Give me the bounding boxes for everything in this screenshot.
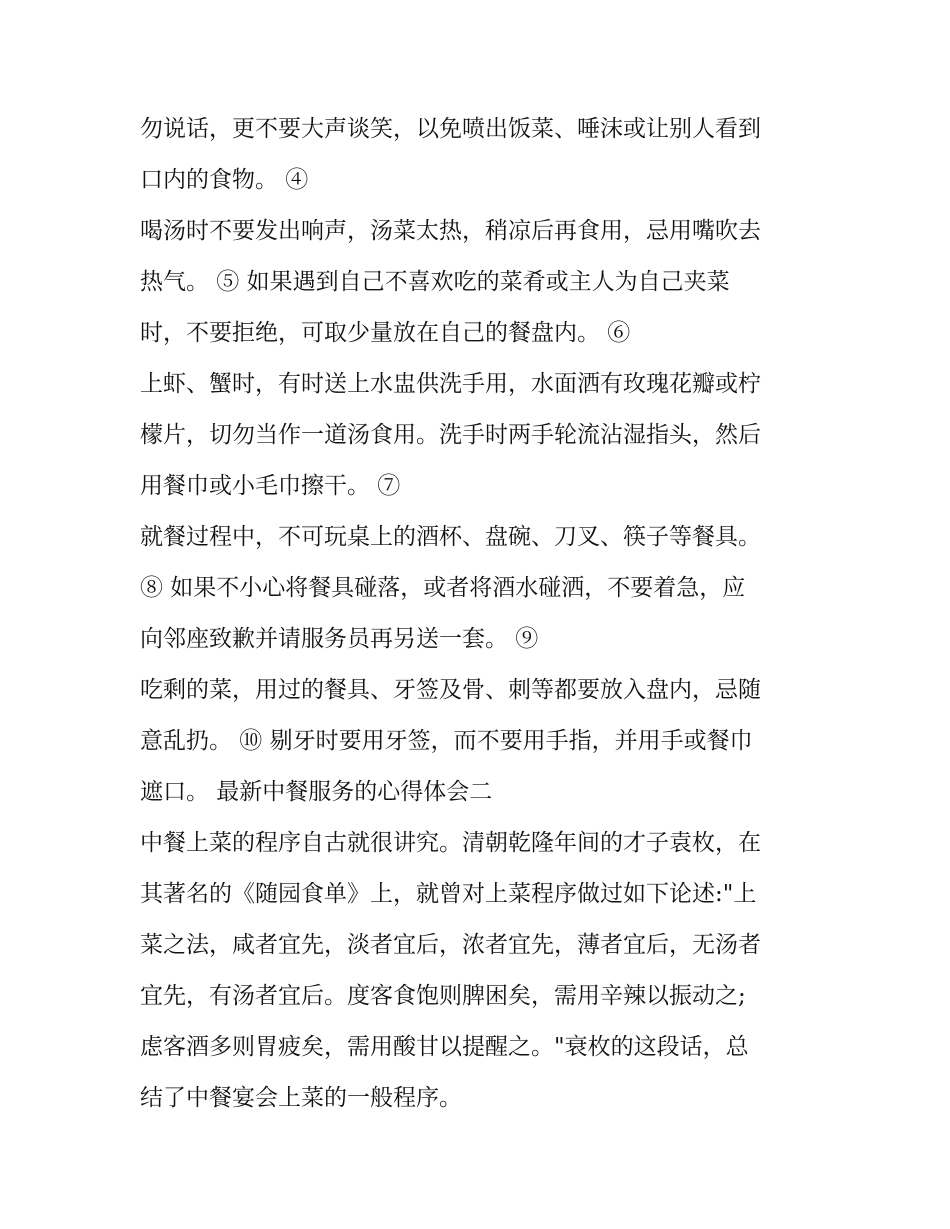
- text-line: 就餐过程中，不可玩桌上的酒杯、盘碗、刀叉、筷子等餐具。: [140, 524, 761, 550]
- text-line: 时，不要拒绝，可取少量放在自己的餐盘内。 ⑥: [140, 320, 631, 346]
- text-line: 宜先，有汤者宜后。度客食饱则脾困矣，需用辛辣以振动之;: [140, 983, 746, 1009]
- text-line: 结了中餐宴会上菜的一般程序。: [140, 1085, 462, 1111]
- text-line: 檬片，切勿当作一道汤食用。洗手时两手轮流沾湿指头，然后: [140, 422, 761, 448]
- text-line: 上虾、蟹时，有时送上水盅供洗手用，水面洒有玫瑰花瓣或柠: [140, 371, 761, 397]
- text-line: 喝汤时不要发出响声，汤菜太热，稍凉后再食用，忌用嘴吹去: [140, 218, 761, 244]
- text-line: 意乱扔。 ⑩ 剔牙时要用牙签，而不要用手指，并用手或餐巾: [140, 728, 753, 754]
- text-line: ⑧ 如果不小心将餐具碰落，或者将酒水碰洒，不要着急，应: [140, 575, 746, 601]
- text-line: 虑客酒多则胃疲矣，需用酸甘以提醒之。"衰枚的这段话，总: [140, 1034, 749, 1060]
- text-line: 中餐上菜的程序自古就很讲究。清朝乾隆年间的才子袁枚，在: [140, 830, 761, 856]
- text-line: 口内的食物。 ④: [140, 167, 309, 193]
- text-line: 用餐巾或小毛巾擦干。 ⑦: [140, 473, 401, 499]
- body-text: [140, 104, 820, 1124]
- text-line: 勿说话，更不要大声谈笑，以免喷出饭菜、唾沫或让别人看到: [140, 116, 761, 142]
- text-line: 菜之法，咸者宜先，淡者宜后，浓者宜先，薄者宜后，无汤者: [140, 932, 761, 958]
- text-line: 吃剩的菜，用过的餐具、牙签及骨、刺等都要放入盘内，忌随: [140, 677, 761, 703]
- text-line: 热气。 ⑤ 如果遇到自己不喜欢吃的菜肴或主人为自己夹菜: [140, 269, 730, 295]
- text-line: 向邻座致歉并请服务员再另送一套。 ⑨: [140, 626, 539, 652]
- text-line: 其著名的《随园食单》上，就曾对上菜程序做过如下论述:"上: [140, 881, 757, 907]
- section-heading-line: 遮口。 最新中餐服务的心得体会二: [140, 779, 493, 805]
